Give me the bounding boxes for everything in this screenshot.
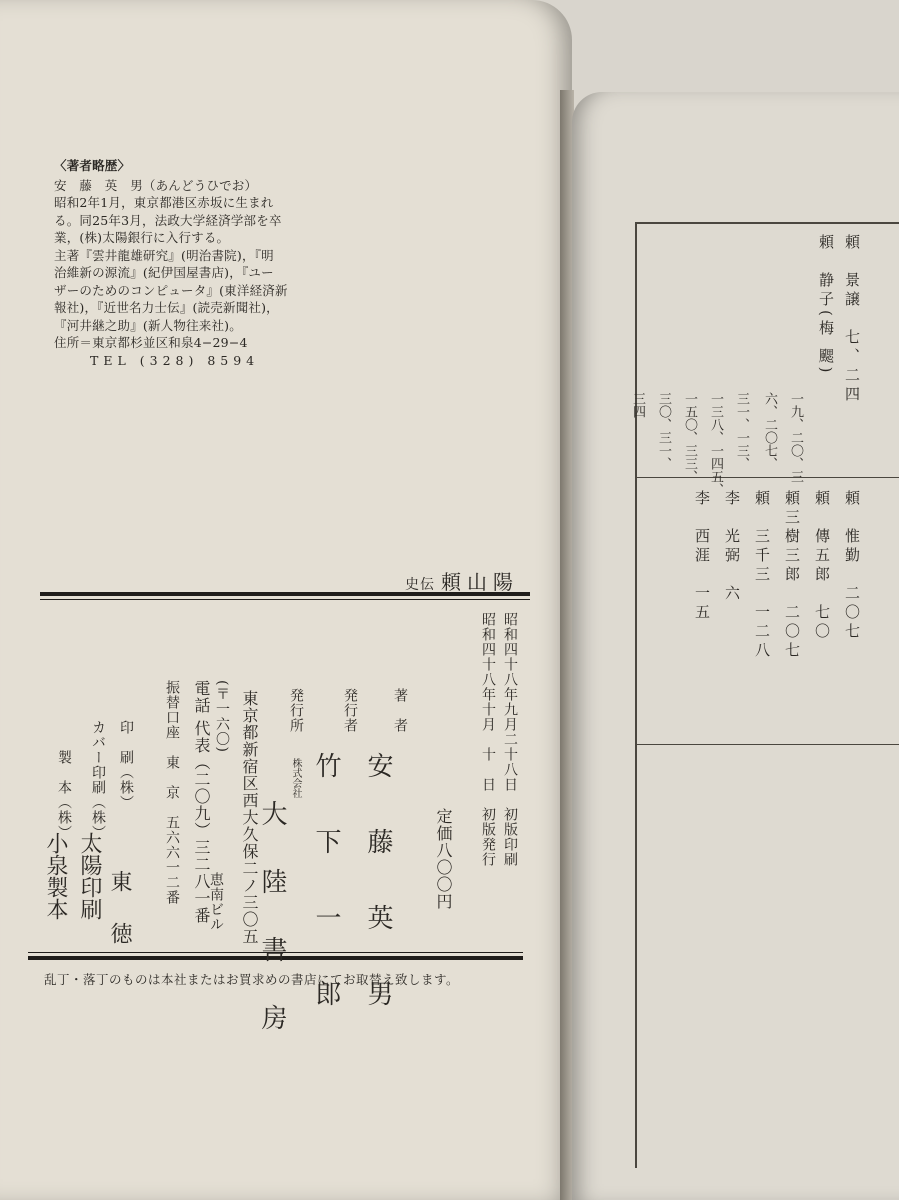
author-name: 安 藤 英 男 (363, 752, 393, 1018)
index-entry: 頼 静子(梅 颸) (817, 234, 835, 377)
index-entry: 李 光弼 六 (723, 490, 741, 604)
index-entry: 一九、二〇、三 (788, 392, 803, 483)
bio-line: ザーのためのコンピュータ』(東洋経済新 (54, 282, 288, 298)
bio-phone: TEL (328) 8594 (90, 352, 260, 368)
index-entry: 一五〇、三三、 (682, 392, 697, 483)
bio-heading: 〈著者略歴〉 (54, 158, 131, 173)
index-entry: 六、二〇七、 (762, 392, 777, 470)
bio-line: 『河井継之助』(新人物往来社)。 (54, 317, 242, 333)
index-entry: 三〇、三一、 (656, 392, 671, 470)
postal-code: (〒一六〇) (214, 680, 230, 753)
house-kind: 株式会社 (290, 758, 301, 798)
cover-printer-name: 太陽印刷 (77, 832, 102, 920)
index-frame-top (635, 222, 899, 224)
bio-line: 業，(株)太陽銀行に入行する。 (54, 230, 230, 245)
index-divider-1 (635, 477, 899, 478)
index-entry: 頼 傳五郎 七〇 (813, 490, 831, 642)
index-entry: 頼 三千三 一二八 (753, 490, 771, 661)
index-frame-left (635, 222, 637, 1168)
replacement-notice: 乱丁・落丁のものは本社またはお買求めの書店にてお取替え致します。 (44, 972, 460, 987)
index-entry: 一三八、一四五、 (708, 392, 723, 496)
index-entry: 三一、一三、 (734, 392, 749, 470)
index-entry: 頼 惟勤 二〇七 (843, 490, 861, 642)
phone-number: 電話 代表（二〇九）三二八一番 (192, 680, 211, 925)
binder-label: 製 本（株） (56, 750, 72, 840)
first-print-date: 昭和四十八年九月二十八日 初版印刷 (502, 612, 518, 867)
bio-line: 主著『雲井龍雄研究』(明治書院)，『明 (54, 247, 274, 263)
bio-line: る。同25年3月，法政大学経済学部を卒 (54, 212, 282, 228)
author-label: 著 者 (392, 688, 408, 733)
index-divider-2 (635, 744, 899, 745)
publisher-label: 発行者 (342, 688, 358, 733)
binder-name: 小泉製本 (43, 832, 68, 920)
author-biography (54, 157, 354, 369)
house-name: 大 陸 書 房 (257, 800, 287, 1038)
colophon-top-rule-thin (40, 599, 530, 600)
title-text: 頼山陽 (441, 570, 519, 594)
building-name: 恵南ビル (208, 872, 224, 932)
index-entry: 頼 景譲 七、二四 (843, 234, 861, 405)
index-entry: 李 西涯 一五 (693, 490, 711, 623)
bio-line: 治維新の源流』(紀伊国屋書店)，『ユー (54, 265, 274, 280)
bio-line: 昭和2年1月，東京都港区赤坂に生まれ (54, 195, 274, 210)
printer-name: 東 徳 (107, 870, 132, 948)
publisher-name: 竹 下 一 郎 (311, 752, 341, 1018)
printer-label: 印 刷（株） (118, 720, 134, 810)
right-page (572, 92, 899, 1200)
transfer-account: 振替口座 東 京 五六六一二番 (164, 680, 180, 905)
bio-line: 安 藤 英 男（あんどうひでお） (54, 177, 258, 193)
book-title (405, 566, 519, 595)
bio-line: 報社)，『近世名力士伝』(読売新聞社)， (54, 300, 279, 315)
address-line: 東京都新宿区西大久保二ノ三〇五 (240, 690, 259, 945)
index-entry: 三四 (630, 392, 645, 418)
house-label: 発行所 (288, 688, 304, 733)
bio-address: 住所＝東京都杉並区和泉4−29−4 (54, 335, 248, 350)
index-entry: 頼三樹三郎 二〇七 (783, 490, 801, 661)
cover-printer-label: カバー印刷（株） (90, 720, 106, 840)
price: 定価八〇〇円 (434, 808, 453, 910)
first-issue-date: 昭和四十八年十月 十 日 初版発行 (480, 612, 496, 867)
series-label: 史伝 (405, 577, 435, 593)
